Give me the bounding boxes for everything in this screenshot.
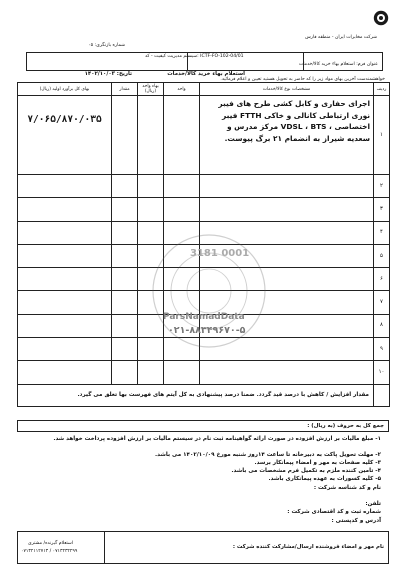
item-description xyxy=(200,175,374,198)
intro-text: خواهشمندست آخرین بهای مواد زیر را که حاضر به تحویل هستید تعیین و اعلام فرمائید. xyxy=(220,77,385,82)
inquiry-phones: ۰۷۱۳۲۱۱۲۷۱۳ / ۰۷۱۳۲۳۲۲۹۹ xyxy=(21,549,78,554)
header-desc: مشخصات نوع کالا/خدمات xyxy=(200,83,374,96)
item-qty xyxy=(112,221,138,244)
item-amount xyxy=(18,268,112,291)
phone-label: تلفن: xyxy=(365,501,381,507)
header-unit-price: بهاء واحد (ریال) xyxy=(138,83,164,96)
item-row-number: ۳ xyxy=(374,198,390,221)
signature-label: نام مهر و امضاء فروشنده ارسال/مشارکت کننده شرکت : xyxy=(232,544,384,550)
revision-number: شماره بازنگری: ۰۵ xyxy=(88,43,125,48)
item-description xyxy=(200,361,374,384)
item-unit-price xyxy=(138,361,164,384)
item-qty xyxy=(112,198,138,221)
item-row-number: ۴ xyxy=(374,221,390,244)
table-row xyxy=(18,198,390,221)
item-qty xyxy=(112,338,138,361)
item-row-number: ۱۰ xyxy=(374,361,390,384)
item-qty xyxy=(112,361,138,384)
item-unit xyxy=(164,198,200,221)
header-total: بهای کل برآورد اولیه (ریال) xyxy=(18,83,112,96)
item-row-number: ۱ xyxy=(374,96,390,175)
company-name: شرکت مخابرات ایران - منطقه فارس xyxy=(305,35,377,40)
watermark-code: 3181 0001 xyxy=(190,248,250,259)
watermark-brand: ParsNamadData xyxy=(163,312,245,322)
table-row xyxy=(18,361,390,384)
item-row-number: ۵ xyxy=(374,244,390,267)
item-unit xyxy=(164,361,200,384)
company-name-label: نام و کد شناسه شرکت : xyxy=(313,485,381,491)
item-unit-price xyxy=(138,96,164,175)
item-amount: ۷/۰۶۵/۸۷۰/۰۳۵ xyxy=(18,96,112,175)
header-unit: واحد xyxy=(164,83,200,96)
inquiry-label: استعلام گیرنده/ مشتری xyxy=(28,541,74,546)
item-description xyxy=(200,198,374,221)
item-row-number: ۷ xyxy=(374,291,390,314)
item-description: اجرای حفاری و کابل کشی طرح های فیبر نوری ارتباطی کانالی و خاکی FTTH فیبر اختصاصی ، VDSL ، BTS مرکز مدرس و سعدیه شیراز به انضمام ۲۱ برگ پیوست. xyxy=(200,96,374,175)
header-row: ردیف xyxy=(374,83,390,96)
item-amount xyxy=(18,221,112,244)
table-row xyxy=(18,175,390,198)
item-amount xyxy=(18,291,112,314)
item-row-number: ۲ xyxy=(374,175,390,198)
table-row xyxy=(18,96,390,175)
watermark-number: ۰۲۱-۸۸۳۴۹۶۷۰-۵ xyxy=(168,325,246,336)
item-amount xyxy=(18,198,112,221)
header-box xyxy=(26,52,383,71)
total-words-label: جمع کل به حروف (به ریال) : xyxy=(307,423,384,429)
header-qty: مقدار xyxy=(112,83,138,96)
item-qty xyxy=(112,314,138,337)
item-row-number: ۶ xyxy=(374,268,390,291)
eco-code-label: شماره ثبت و کد اقتصادی شرکت : xyxy=(287,509,381,515)
system-code: سیستم مدیریت کیفیت - کد: ICTF-FO-102-04/01 xyxy=(145,54,244,59)
item-unit xyxy=(164,96,200,175)
item-row-number: ۸ xyxy=(374,314,390,337)
date: تاریخ: ۱۴۰۲/۱۰/۰۳ xyxy=(84,71,132,77)
address-label: آدرس و کدپستی : xyxy=(331,518,381,524)
term-2: ۲- مهلت تحویل پاکت به دبیرخانه تا ساعت ۱۴روز شنبه مورخ ۱۴۰۲/۱۰/۰۹ می باشد. xyxy=(155,452,381,458)
item-unit xyxy=(164,175,200,198)
item-unit-price xyxy=(138,175,164,198)
signature-box xyxy=(17,531,389,564)
term-1: ۱- مبلغ مالیات بر ارزش افزوده در صورت ارائه گواهینامه ثبت نام در سیستم مالیات بر ارزش افزوده پرداخت خواهد شد. xyxy=(53,436,381,442)
item-amount xyxy=(18,244,112,267)
total-words-box xyxy=(17,420,389,432)
request-title: استعلام بهاء خرید کالا/خدمات xyxy=(167,71,245,77)
item-qty xyxy=(112,291,138,314)
table-header-row xyxy=(18,83,390,96)
term-3: ۳- کلیه صفحات به مهر و امضاء پیمانکار برسد. xyxy=(254,460,381,466)
item-qty xyxy=(112,268,138,291)
item-qty xyxy=(112,244,138,267)
company-logo xyxy=(373,10,389,26)
item-row-number: ۹ xyxy=(374,338,390,361)
note-row-number xyxy=(374,384,390,406)
item-qty xyxy=(112,175,138,198)
item-amount xyxy=(18,314,112,337)
form-title: عنوان فرم: استعلام بهاء خرید کالا/خدمات xyxy=(298,62,378,67)
item-amount xyxy=(18,175,112,198)
note-row xyxy=(18,384,390,406)
table-note: مقدار افزایش / کاهش با درصد قید گردد. ضمنا درصد پیشنهادی به کل آیتم های فهرست بها تعلق می گیرد. xyxy=(18,384,374,406)
item-qty xyxy=(112,96,138,175)
term-5: ۵- کلیه کسورات به عهده پیمانکاری باشد. xyxy=(268,476,381,482)
item-amount xyxy=(18,361,112,384)
term-4: ۴- تامین کننده ملزم به تکمیل فرم مشخصات می باشد. xyxy=(231,468,381,474)
item-amount xyxy=(18,338,112,361)
item-unit-price xyxy=(138,198,164,221)
